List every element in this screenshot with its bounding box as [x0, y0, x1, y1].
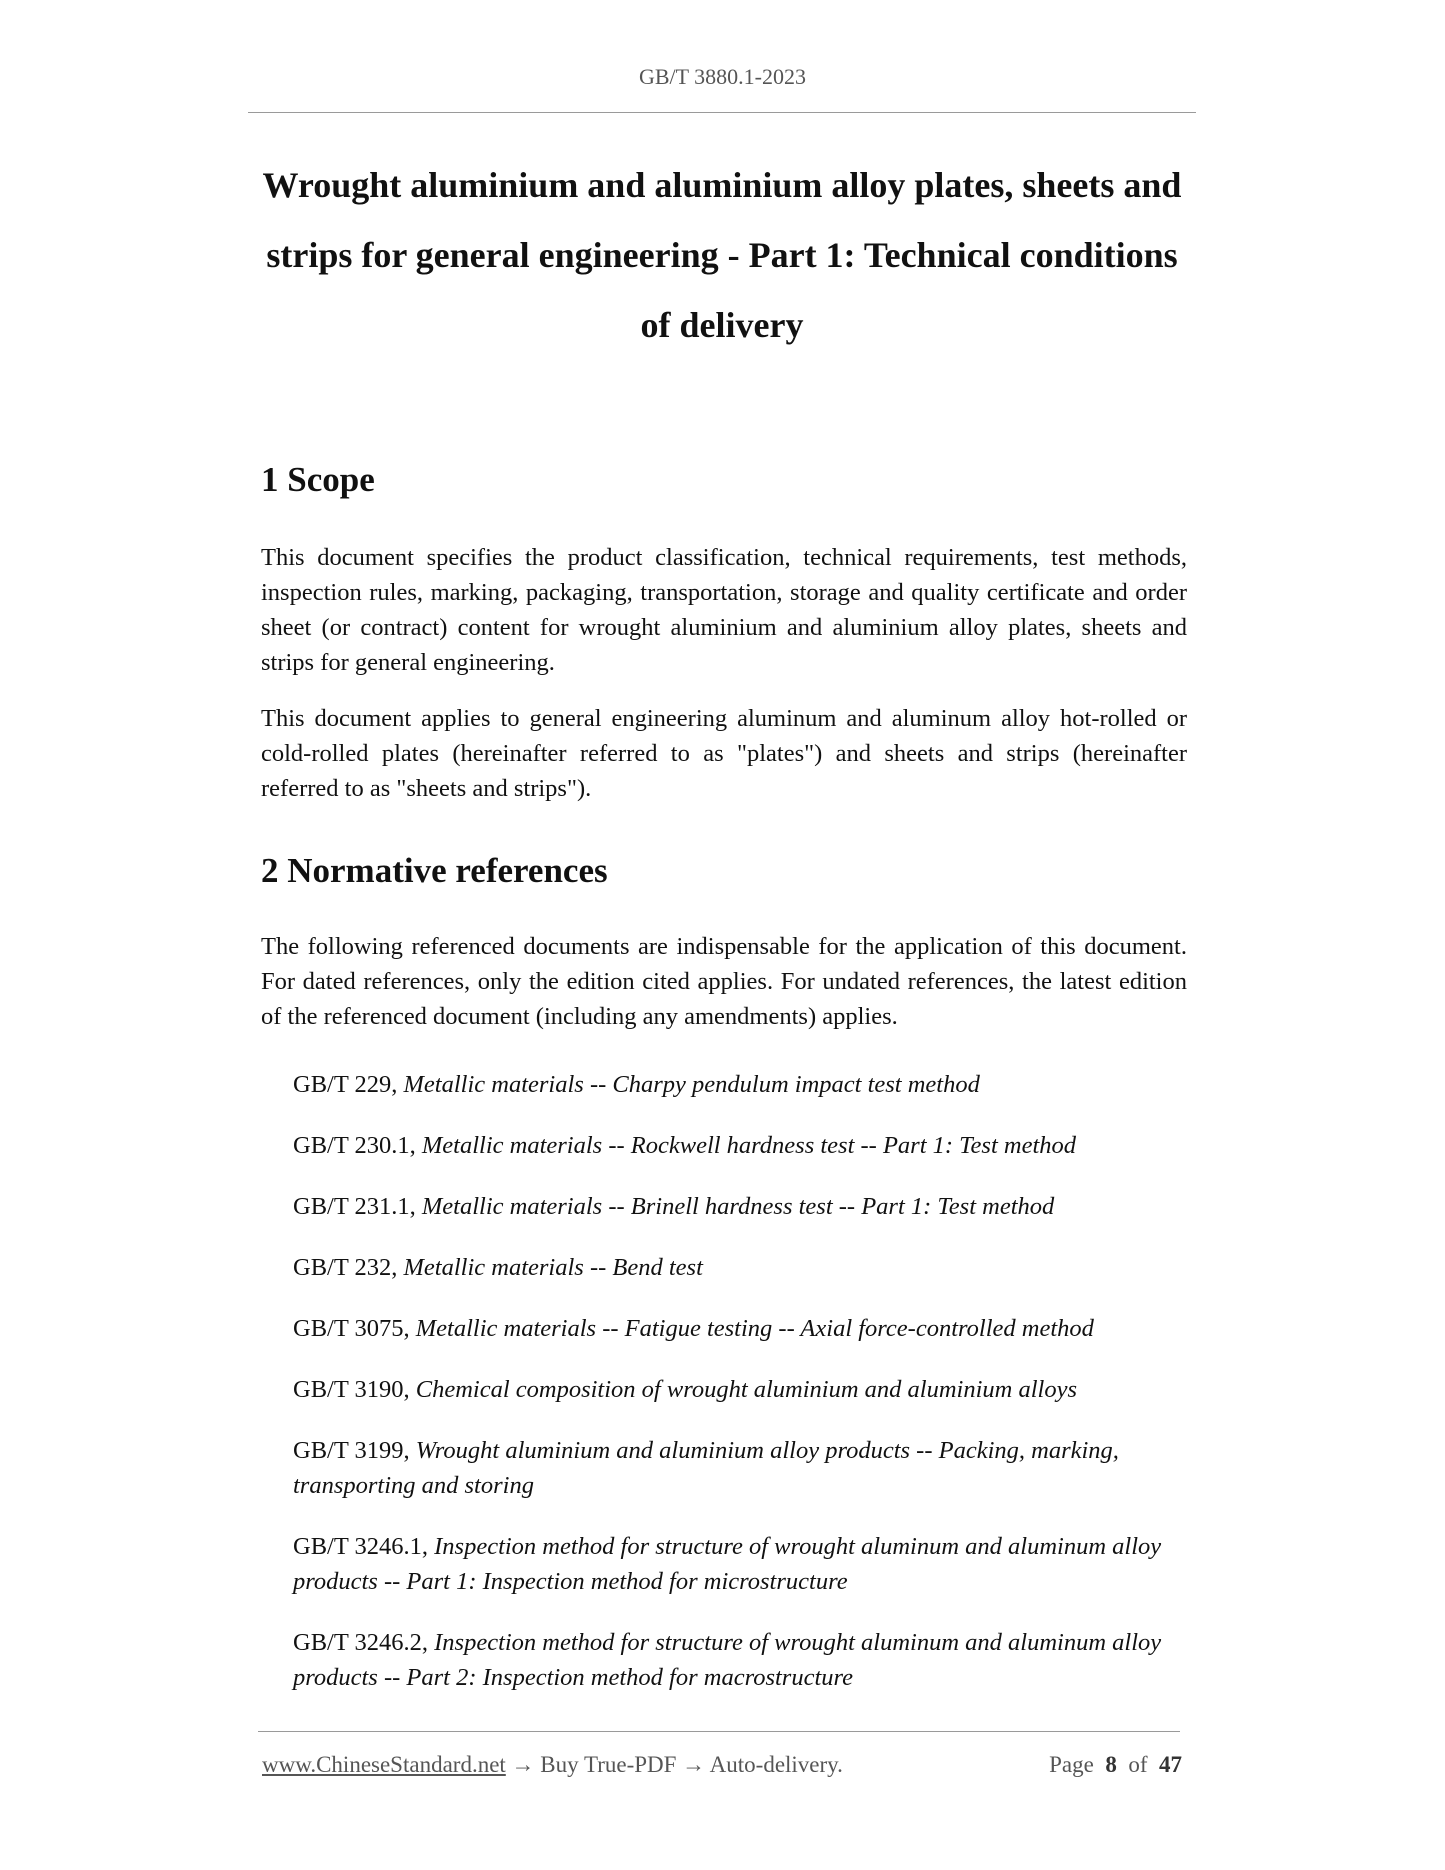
title-line-2: strips for general engineering - Part 1: Technical conditions [266, 235, 1178, 275]
footer-promo [262, 1752, 843, 1778]
reference-title: Inspection method for structure of wrought aluminum and aluminum alloy products -- Part 1: Inspection method for microstructure [293, 1533, 1162, 1595]
reference-code: GB/T 232, [293, 1254, 398, 1281]
reference-item [293, 1128, 1193, 1163]
page-number: 8 [1105, 1752, 1117, 1777]
of-label: of [1128, 1752, 1148, 1777]
reference-title: Metallic materials -- Rockwell hardness test -- Part 1: Test method [421, 1132, 1077, 1159]
reference-code: GB/T 3190, [293, 1376, 410, 1403]
reference-code: GB/T 231.1, [293, 1193, 416, 1220]
footer-divider [258, 1731, 1180, 1732]
reference-title: Wrought aluminium and aluminium alloy products -- Packing, marking, transporting and storing [293, 1437, 1119, 1499]
reference-title: Metallic materials -- Fatigue testing -- Axial force-controlled method [415, 1315, 1094, 1342]
reference-item [293, 1433, 1193, 1503]
title-line-1: Wrought aluminium and aluminium alloy plates, sheets and [262, 165, 1182, 205]
document-title [248, 150, 1196, 360]
title-line-3: of delivery [640, 305, 804, 345]
page-label: Page [1049, 1752, 1094, 1777]
page-indicator [1049, 1752, 1182, 1778]
reference-item [293, 1189, 1193, 1224]
reference-title: Metallic materials -- Charpy pendulum impact test method [403, 1071, 980, 1098]
reference-code: GB/T 230.1, [293, 1132, 416, 1159]
reference-title: Metallic materials -- Brinell hardness test -- Part 1: Test method [421, 1193, 1055, 1220]
reference-code: GB/T 3246.2, [293, 1629, 428, 1656]
reference-title: Chemical composition of wrought aluminium and aluminium alloys [415, 1376, 1078, 1403]
reference-code: GB/T 229, [293, 1071, 398, 1098]
reference-code: GB/T 3246.1, [293, 1533, 428, 1560]
reference-title: Metallic materials -- Bend test [403, 1254, 703, 1281]
reference-item [293, 1250, 1193, 1285]
reference-title: Inspection method for structure of wrought aluminum and aluminum alloy products -- Part 2: Inspection method for macrostructure [293, 1629, 1162, 1691]
document-id-header: GB/T 3880.1-2023 [638, 64, 807, 89]
scope-paragraph-1: This document specifies the product classification, technical requirements, test methods, inspection rules, marking, packaging, transportation, storage and quality certificate and order sheet (or contract) content for wrought aluminium and aluminium alloy plates, sheets and strips for general engineering. [261, 544, 1187, 676]
reference-item [293, 1372, 1193, 1407]
normative-paragraph: The following referenced documents are indispensable for the application of this document. For dated references, only the edition cited applies. For undated references, the latest edition of the referenced document (including any amendments) applies. [261, 933, 1187, 1030]
reference-item [293, 1311, 1193, 1346]
reference-item [293, 1529, 1193, 1599]
section-heading-scope: 1 Scope [261, 460, 375, 499]
scope-paragraph-2: This document applies to general engineering aluminum and aluminum alloy hot-rolled or cold-rolled plates (hereinafter referred to as "plates") and sheets and strips (hereinafter referred to as "sheets and strips"). [261, 705, 1187, 802]
header-divider [248, 112, 1196, 113]
reference-item [293, 1067, 1193, 1102]
footer-promo-text: → Buy True-PDF → Auto-delivery. [505, 1752, 843, 1777]
reference-code: GB/T 3199, [293, 1437, 410, 1464]
reference-item [293, 1625, 1193, 1695]
section-heading-normative-references: 2 Normative references [261, 851, 608, 890]
reference-list [293, 1067, 1193, 1721]
chinesestandard-link[interactable]: www.ChineseStandard.net [262, 1752, 506, 1777]
page-footer [262, 1752, 1182, 1778]
reference-code: GB/T 3075, [293, 1315, 410, 1342]
total-pages: 47 [1159, 1752, 1182, 1777]
